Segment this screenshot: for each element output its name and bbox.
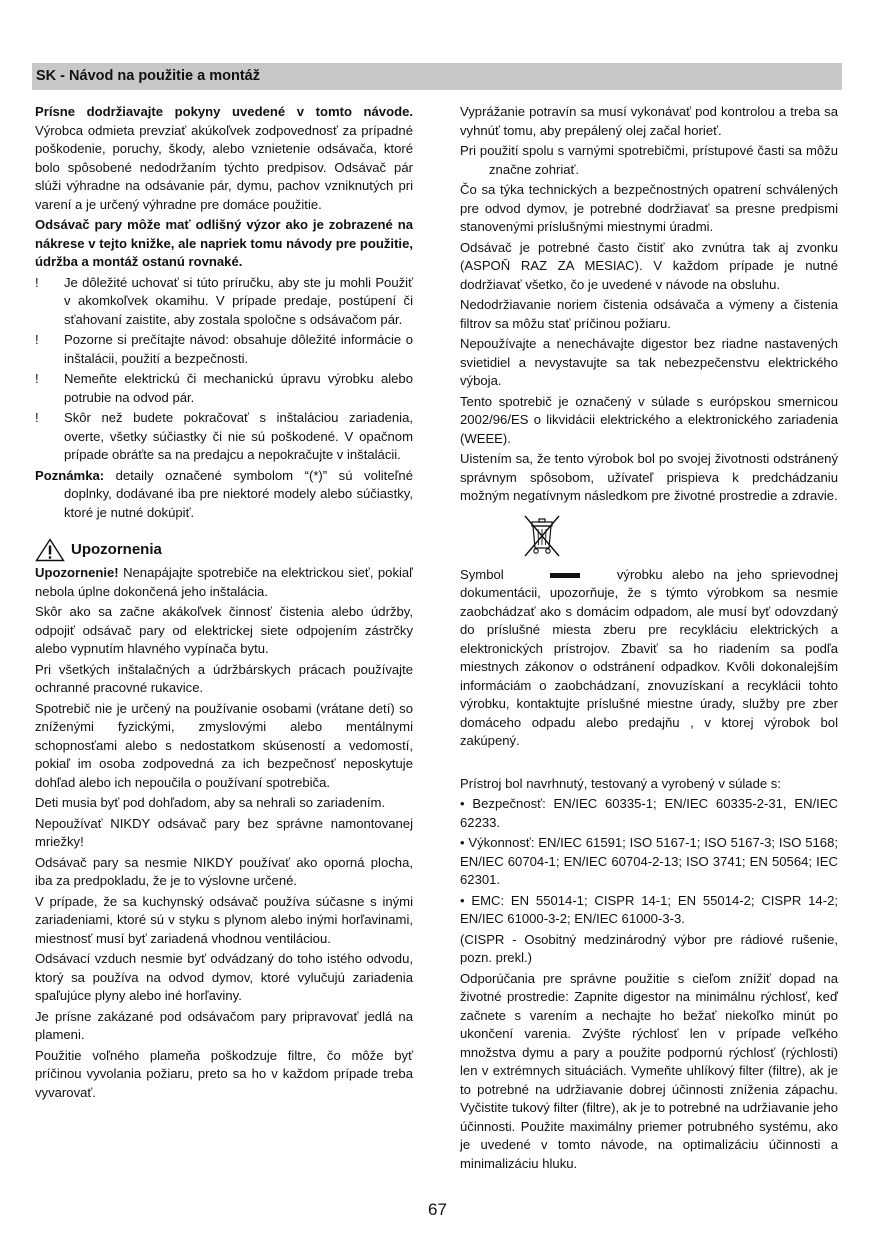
intro-bold: Prísne dodržiavajte pokyny uvedené v tomto návode. — [35, 104, 413, 119]
note-text: detaily označené symbolom “(*)” sú voliteľné doplnky, dodávané iba pre niektoré modely alebo súčiastky, ktoré je nutné dokúpiť. — [64, 467, 413, 520]
warnings-title: Upozornenia — [71, 540, 162, 558]
note-paragraph — [35, 467, 413, 523]
warning-paragraph — [35, 564, 413, 601]
paragraph: Vyprážanie potravín sa musí vykonávať pod kontrolou a treba sa vyhnúť tomu, aby prepálený olej začal horieť. — [460, 104, 838, 138]
list-item-text: Nemeňte elektrickú či mechanickú úpravu výrobku alebo potrubie na odvod pár. — [64, 371, 413, 405]
paragraph: Odsávací vzduch nesmie byť odvádzaný do toho istého odvodu, ktorý sa používa na odvod dymov, ktoré vylučujú zariadenia spaľujúce plyny alebo iné horľaviny. — [35, 951, 413, 1003]
paragraph: Uistením sa, že tento výrobok bol po svojej životnosti odstránený správnym spôsobom, užívateľ prispieva k predchádzaniu možným negatívnym následkom pre životné prostredie a zdravie. — [460, 451, 838, 503]
list-item — [35, 370, 413, 407]
list-item — [35, 274, 413, 330]
paragraph: V prípade, že sa kuchynský odsávač používa súčasne s inými zariadeniami, ktoré sú v styku s plynom alebo inými horľavinami, miestnosť musí byť zariadená vhodnou ventiláciou. — [35, 893, 413, 946]
standards-item: • Bezpečnosť: EN/IEC 60335-1; EN/IEC 60335-2-31, EN/IEC 62233. — [460, 796, 838, 830]
section-header — [32, 63, 842, 90]
paragraph: Nepoužívajte a nenechávajte digestor bez riadne nastavených svietidiel a nevystavujte sa tak nebezpečenstvu elektrického výboja. — [460, 336, 838, 388]
warnings-heading — [35, 538, 413, 562]
paragraph: Použitie voľného plameňa poškodzuje filtre, čo môže byť príčinou vyvolania požiaru, preto sa ho v každom prípade treba vyvarovať. — [35, 1047, 413, 1100]
left-column — [35, 103, 413, 1104]
paragraph: Pri použití spolu s varnými spotrebičmi, prístupové časti sa môžu značne zohriať. — [460, 143, 838, 177]
list-item-text: Skôr než budete pokračovať s inštaláciou zariadenia, overte, všetky súčiastky či nie sú poškodené. V opačnom prípade obráťte sa na predajcu a nepokračujte v inštalácii. — [64, 410, 413, 462]
page-number: 67 — [428, 1200, 447, 1219]
paragraph: Je prísne zakázané pod odsávačom pary pripravovať jedlá na plameni. — [35, 1008, 413, 1042]
warning-triangle-icon — [35, 538, 65, 562]
standards-item: • Výkonnosť: EN/IEC 61591; ISO 5167-1; ISO 5167-3; ISO 5168; EN/IEC 60704-1; EN/IEC 60704-2-13; ISO 3741; EN 50564; IEC 62301. — [460, 835, 838, 887]
list-item — [35, 331, 413, 368]
symbol-word: Symbol — [460, 566, 504, 582]
spacer — [460, 753, 838, 775]
list-item-text: Pozorne si prečítajte návod: obsahuje dôležité informácie o inštalácii, použití a bezpečnosti. — [64, 332, 413, 366]
exclamation-mark: ! — [35, 332, 39, 347]
list-item — [35, 409, 413, 465]
paragraph: Nepoužívať NIKDY odsávač pary bez správne namontovanej mriežky! — [35, 815, 413, 849]
paragraph: Čo sa týka technických a bezpečnostných opatrení schválených pre odvod dymov, je potrebné dodržiavať sa presne predpismi stanovenými príslušnými miestnymi úradmi. — [460, 182, 838, 234]
paragraph: Deti musia byť pod dohľadom, aby sa nehrali so zariadením. — [35, 795, 386, 810]
intro-text: Výrobca odmieta prevziať akúkoľvek zodpovednosť za prípadné poškodenie, poruchy, škody, alebo vznietenie odsávača, ktoré bolo spôsobené nedodržaním týchto predpisov. Odsávač pár slúži výhradne na odsávanie pár, dymu, pachov vzniknutých pri varení a je určený výhradne pre domáce použitie. — [35, 122, 413, 212]
paragraph: Prístroj bol navrhnutý, testovaný a vyrobený v súlade s: — [460, 775, 781, 791]
exclamation-mark: ! — [35, 371, 39, 386]
paragraph: (CISPR - Osobitný medzinárodný výbor pre rádiové rušenie, pozn. prekl.) — [460, 931, 838, 965]
paragraph: Spotrebič nie je určený na používanie osobami (vrátane detí) so zníženými fyzickými, zmyslovými alebo mentálnymi schopnosťami alebo s nedostatkom skúseností a vedomostí, pokiaľ im osoba zodpovedná za ich bezpečnosť neposkytuje dohľad alebo ich nepoučila o používaní spotrebiča. — [35, 700, 413, 790]
exclamation-mark: ! — [35, 274, 39, 290]
symbol-paragraph — [460, 566, 838, 751]
note-label: Poznámka: — [35, 467, 105, 483]
paragraph: Skôr ako sa začne akákoľvek činnosť čistenia alebo údržby, odpojiť odsávač pary od elektrickej siete odpojením zástrčky alebo vypnutím hlavného vypínača bytu. — [35, 604, 413, 656]
paragraph: Tento spotrebič je označený v súlade s európskou smernicou 2002/96/ES o likvidácii elektrického a elektronického zariadenia (WEEE). — [460, 393, 838, 446]
exclamation-mark: ! — [35, 410, 39, 425]
paragraph: Odporúčania pre správne použitie s cieľom znížiť dopad na životné prostredie: Zapnite digestor na minimálnu rýchlosť, keď začnete s varením a nechajte ho bežať niekoľko minút po ukončení varenia. Zvýšte rýchlosť len v prípade veľkého množstva dymu a pary a použite podpornú rýchlosť (rýchlosti) len v extrémnych situáciách. Vymeňte uhlíkový filter (filtre), ak je to potrebné na udržiavanie dobrej účinnosti zníženia zápachu. Vyčistite tukový filter (filtre), ak je to potrebné na udržiavanie jeho účinnosti. Použite maximálny priemer potrubného systému, ako je uvedené v tomto návode, na optimalizáciu účinnosti a minimalizáciu hluku. — [460, 970, 838, 1171]
paragraph: Pri všetkých inštalačných a údržbárskych prácach používajte ochranné pracovné rukavice. — [35, 661, 413, 695]
weee-bin-symbol — [520, 512, 838, 560]
warning-text: Nenapájajte spotrebiče na elektrickou sieť, pokiaľ nebola úplne dokončená jeho inštalácia. — [35, 565, 413, 599]
crossed-bin-icon — [520, 512, 564, 558]
black-bar-icon — [550, 573, 580, 578]
intro-paragraph — [35, 103, 413, 214]
list-item-text: Je dôležité uchovať si túto príručku, aby ste ju mohli Použiť v akomkoľvek okamihu. V prípade predaje, postúpení či sťahovaní zaistite, aby zostala spoločne s odsávačom pár. — [64, 274, 413, 327]
paragraph: Odsávač je potrebné často čistiť ako zvnútra tak aj zvonku (ASPOŇ RAZ ZA MESIAC). V každom prípade je nutné dodržiavať všetko, čo je uvedené v návode na obsluhu. — [460, 239, 838, 292]
paragraph: Nedodržiavanie noriem čistenia odsávača a výmeny a čistenia filtrov sa môžu stať príčinou požiaru. — [460, 297, 838, 331]
section-title: SK - Návod na použitie a montáž — [36, 68, 260, 84]
paragraph: Odsávač pary sa nesmie NIKDY používať ako oporná plocha, iba za predpokladu, že je to výslovne určené. — [35, 854, 413, 888]
right-column — [460, 103, 838, 1175]
standards-item: • EMC: EN 55014-1; CISPR 14-1; EN 55014-2; CISPR 14-2; EN/IEC 61000-3-2; EN/IEC 61000-3-3. — [460, 892, 838, 926]
appearance-paragraph: Odsávač pary môže mať odlišný výzor ako je zobrazené na nákrese v tejto knižke, ale napriek tomu návody pre použitie, údržba a montáž ostanú rovnaké. — [35, 217, 413, 269]
warning-label: Upozornenie! — [35, 565, 119, 580]
symbol-text: výrobku alebo na jeho sprievodnej dokumentácii, upozorňuje, že s týmto výrobkom sa nesmie zaobchádzať ako s domácim odpadom, ale musí byť odovzdaný do príslušné miesta zberu pre recykláciu elektrických a elektronických prístrojov. Zbaviť sa ho riadením sa podľa miestnych zákonov o odstránení odpadkov. Kvôli dokonalejším informáciám o zaobchádzaní, znovuzískaní a recyklácii tohto výrobku, kontaktujte príslušné miestne úrady, služby pre zber domáceho odpadu alebo predajňu , v ktorej výrobok bol zakúpený. — [460, 566, 839, 748]
